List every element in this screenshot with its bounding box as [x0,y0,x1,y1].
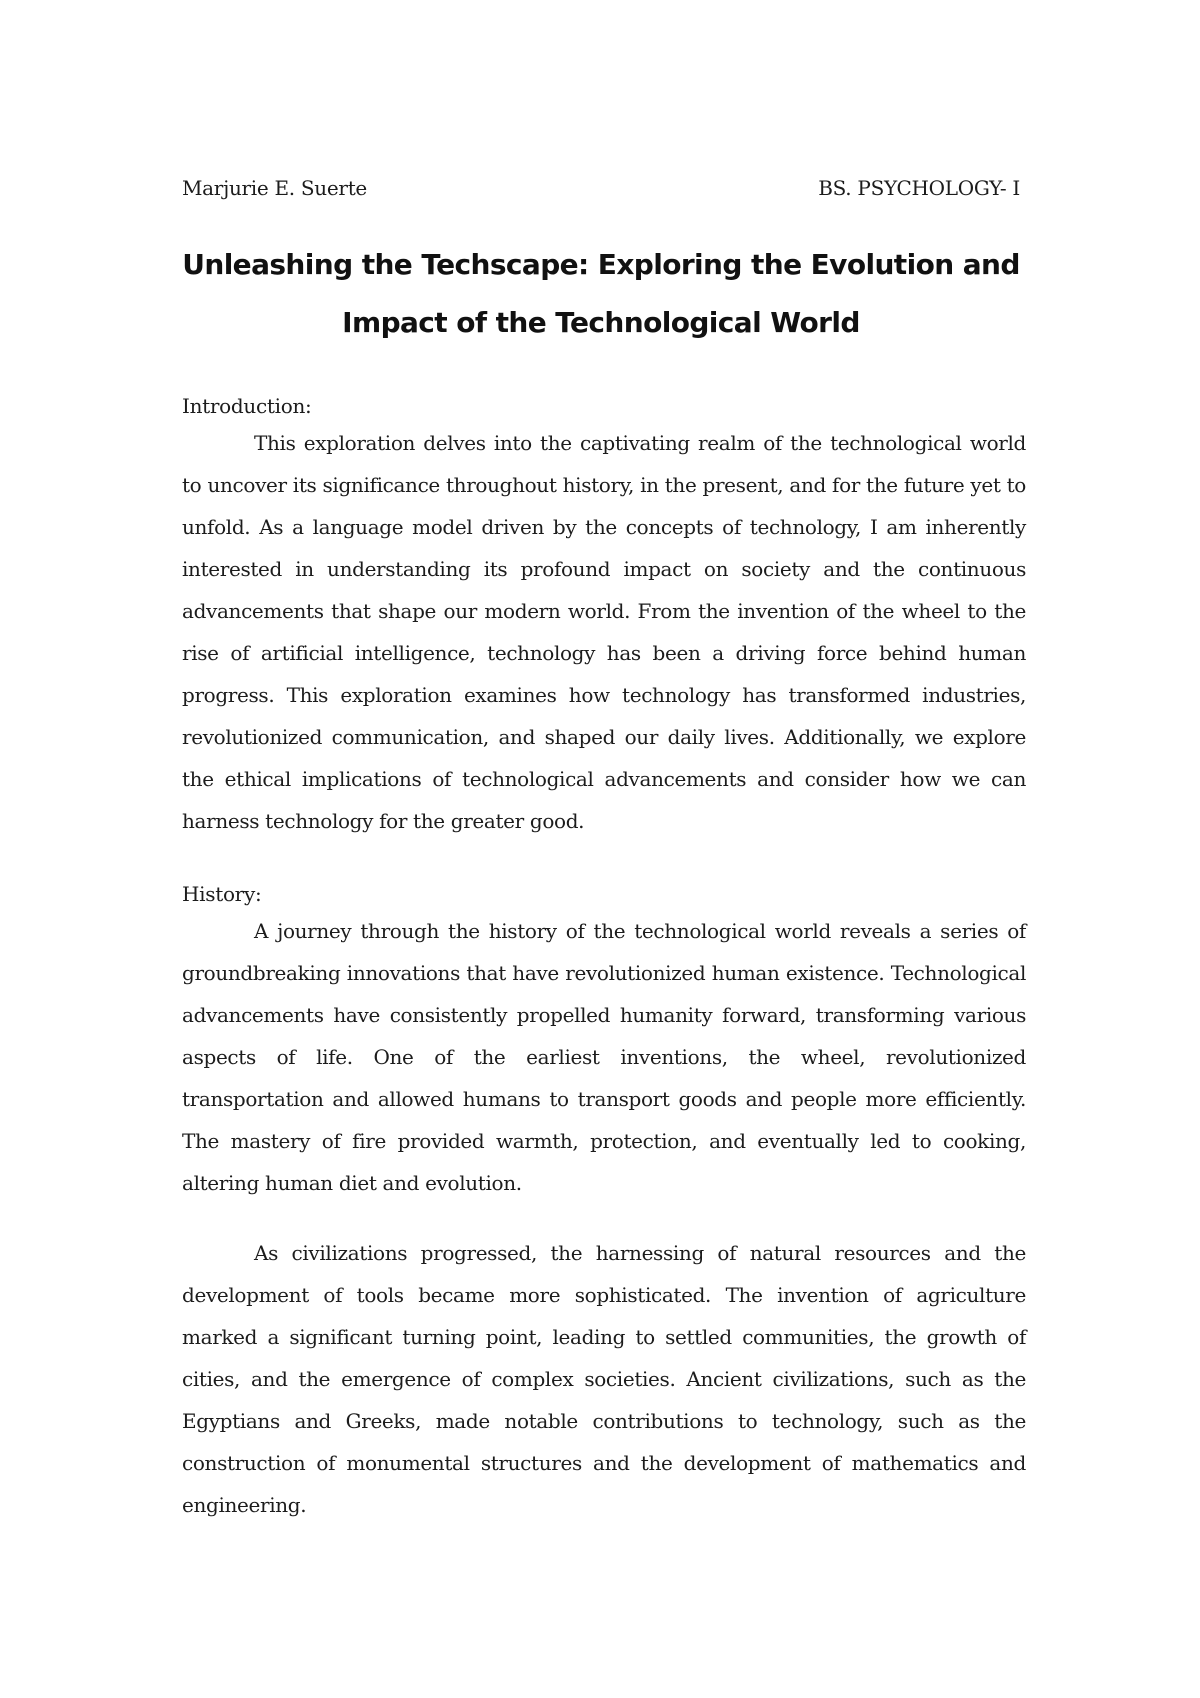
introduction-paragraph: This exploration delves into the captivating realm of the technological world to uncover its significance throughout history, in the present, and for the future yet to unfold. As a language model driven by the concepts of technology, I am inherently interested in understanding its profound impact on society and the continuous advancements that shape our modern world. From the invention of the wheel to the rise of artificial intelligence, technology has been a driving force behind human progress. This exploration examines how technology has transformed industries, revolutionized communication, and shaped our daily lives. Additionally, we explore the ethical implications of technological advancements and consider how we can harness technology for the greater good. [182,431,1026,833]
history-heading: History: [182,882,262,906]
author-name: Marjurie E. Suerte [182,176,367,200]
document-title-line-1: Unleashing the Techscape: Exploring the Evolution and [182,248,1020,281]
history-paragraph-1: A journey through the history of the technological world reveals a series of groundbreaking innovations that have revolutionized human existence. Technological advancements have consistently propelled humanity forward, transforming various aspects of life. One of the earliest inventions, the wheel, revolutionized transportation and allowed humans to transport goods and people more efficiently. The mastery of fire provided warmth, protection, and eventually led to cooking, altering human diet and evolution. [182,919,1026,1195]
document-title-line-2: Impact of the Technological World [342,306,860,339]
history-paragraph-2: As civilizations progressed, the harnessing of natural resources and the development of tools became more sophisticated. The invention of agriculture marked a significant turning point, leading to settled communities, the growth of cities, and the emergence of complex societies. Ancient civilizations, such as the Egyptians and Greeks, made notable contributions to technology, such as the construction of monumental structures and the development of mathematics and engineering. [182,1241,1026,1517]
course-label: BS. PSYCHOLOGY- I [818,176,1020,200]
header-row [182,176,1020,206]
introduction-heading: Introduction: [182,394,312,418]
